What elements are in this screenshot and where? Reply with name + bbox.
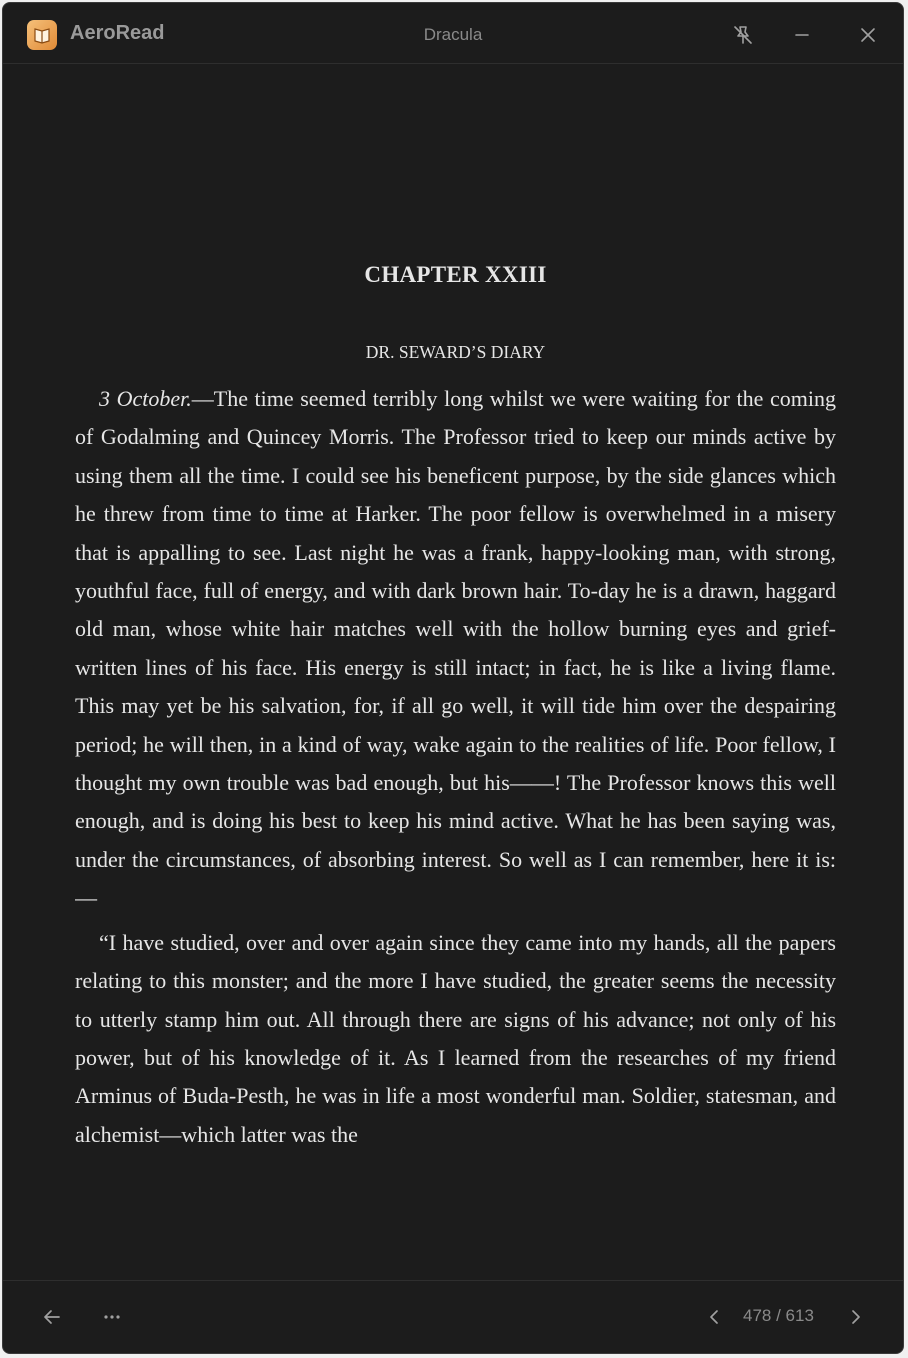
current-page: 478 <box>743 1306 772 1325</box>
more-horizontal-icon[interactable] <box>94 1299 130 1335</box>
unpin-icon[interactable] <box>725 17 761 53</box>
page-separator: / <box>771 1306 786 1325</box>
paragraph-text: —The time seemed terribly long whilst we were waiting for the coming of Godalming and Quincey Morris. The Professor tried to keep our minds active by using them all the time. I could see his beneficent purpose, by the side glances which he threw from time to time at Harker. The poor fellow is overwhelmed in a misery that is appalling to see. Last night he was a frank, happy-looking man, with strong, youthful face, full of energy, and with dark brown hair. To-day he is a drawn, haggard old man, whose white hair matches well with the hollow burning eyes and grief-written lines of his face. His energy is still intact; in fact, he is like a living flame. This may yet be his salvation, for, if all go well, it will tide him over the despairing period; he will then, in a kind of way, wake again to the realities of life. Poor fellow, I thought my own trouble was bad enough, but his——! The Professor knows this well enough, and is doing his best to keep his mind active. What he has been saying was, under the circumstances, of absorbing interest. So well as I can remember, here it is:— <box>75 386 836 911</box>
diary-date: 3 October. <box>99 386 192 411</box>
arrow-left-icon[interactable] <box>34 1299 70 1335</box>
paragraph <box>75 924 836 1154</box>
reader-window <box>2 2 904 1354</box>
chevron-left-icon[interactable] <box>697 1299 733 1335</box>
paragraph <box>75 380 836 918</box>
title-bar[interactable] <box>3 3 903 64</box>
total-pages: 613 <box>785 1306 814 1325</box>
book-page-content[interactable] <box>75 64 836 1282</box>
paragraph-text: “I have studied, over and over again since they came into my hands, all the papers relating to this monster; and the more I have studied, the greater seems the necessity to utterly stamp him out. All through there are signs of his advance; not only of his power, but of his knowledge of it. As I learned from the researches of my friend Arminus of Buda-Pesth, he was in life a most wonderful man. Soldier, statesman, and alchemist—which latter was the <box>75 929 836 1147</box>
minimize-icon[interactable] <box>784 17 820 53</box>
page-indicator <box>743 1306 814 1326</box>
chevron-right-icon[interactable] <box>837 1299 873 1335</box>
chapter-title: CHAPTER XXIII <box>364 262 547 287</box>
document-title: Dracula <box>423 25 483 44</box>
app-name: AeroRead <box>70 22 165 44</box>
reader-footer <box>3 1280 903 1353</box>
close-icon[interactable] <box>850 17 886 53</box>
section-heading: DR. SEWARD’S DIARY <box>365 342 546 362</box>
